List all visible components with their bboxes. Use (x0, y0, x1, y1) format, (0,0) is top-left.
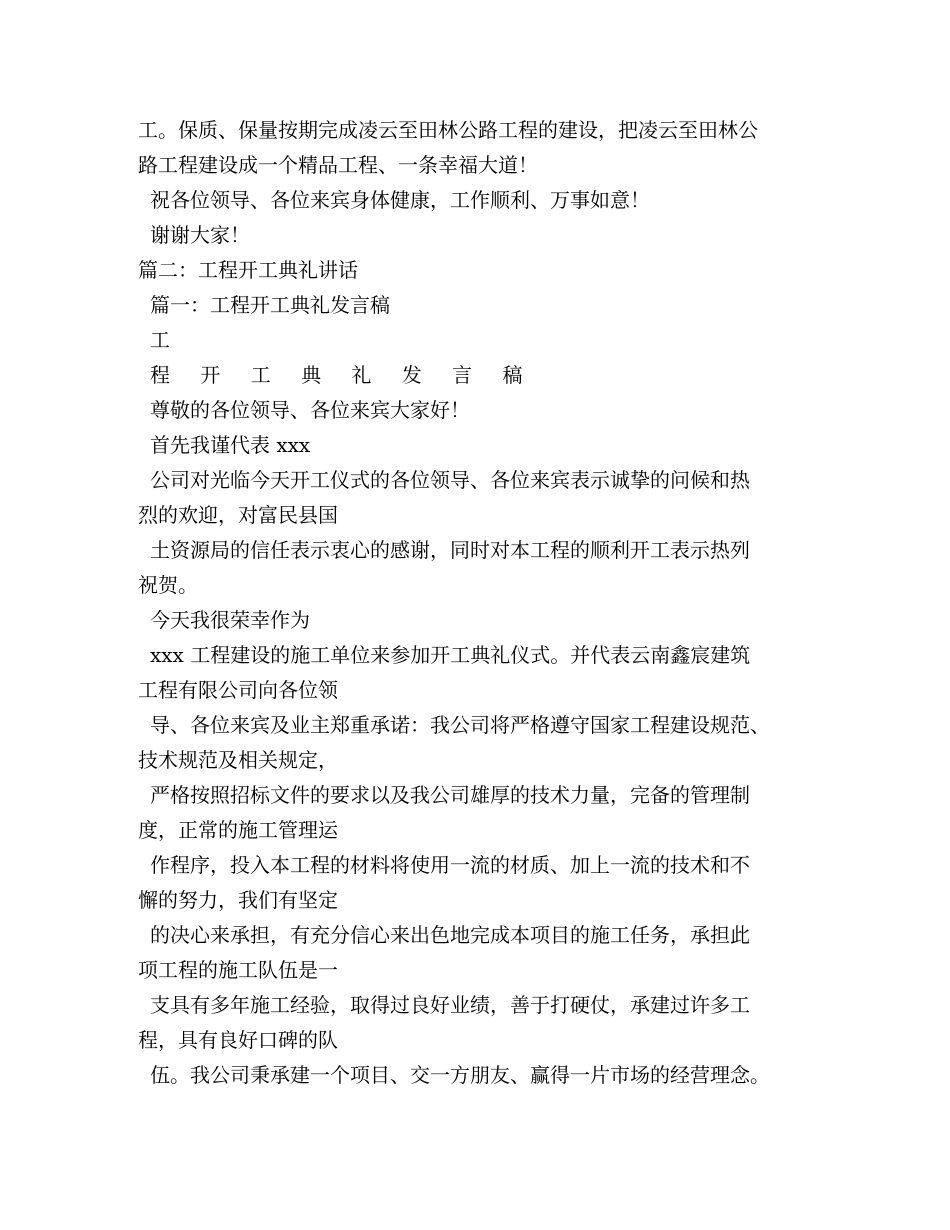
text-line: 谢谢大家！ (150, 223, 250, 247)
text-line: 伍。我公司秉承建一个项目、交一方朋友、赢得一片市场的经营理念。 (150, 1063, 770, 1087)
text-line: 烈的欢迎，对富民县国 (138, 503, 338, 527)
text-line: 工。保质、保量按期完成凌云至田林公路工程的建设，把凌云至田林公 (138, 118, 758, 142)
section-heading: 篇二：工程开工典礼讲话 (138, 258, 358, 282)
text-line: 支具有多年施工经验，取得过良好业绩，善于打硬仗，承建过许多工 (150, 993, 750, 1017)
text-line: 度，正常的施工管理运 (138, 818, 338, 842)
text-line: 公司对光临今天开工仪式的各位领导、各位来宾表示诚挚的问候和热 (150, 468, 750, 492)
text-line: 尊敬的各位领导、各位来宾大家好！ (150, 398, 470, 422)
title-fragment: 工 (150, 328, 170, 352)
text-line: 祝各位领导、各位来宾身体健康，工作顺利、万事如意！ (150, 188, 650, 212)
text-line: 首先我谨代表 xxx (150, 433, 311, 457)
text-line: 程，具有良好口碑的队 (138, 1028, 338, 1052)
subsection-heading: 篇一：工程开工典礼发言稿 (150, 293, 390, 317)
text-line: xxx 工程建设的施工单位来参加开工典礼仪式。并代表云南鑫宸建筑 (150, 643, 751, 667)
text-line: 严格按照招标文件的要求以及我公司雄厚的技术力量，完备的管理制 (150, 783, 750, 807)
text-line: 技术规范及相关规定， (138, 748, 338, 772)
text-line: 作程序，投入本工程的材料将使用一流的材质、加上一流的技术和不 (150, 853, 750, 877)
title-fragment: 程 开 工 典 礼 发 言 稿 (150, 363, 535, 387)
text-line: 工程有限公司向各位领 (138, 678, 338, 702)
text-line: 项工程的施工队伍是一 (138, 958, 338, 982)
text-line: 路工程建设成一个精品工程、一条幸福大道！ (138, 153, 538, 177)
text-line: 的决心来承担，有充分信心来出色地完成本项目的施工任务，承担此 (150, 923, 750, 947)
text-line: 导、各位来宾及业主郑重承诺：我公司将严格遵守国家工程建设规范、 (150, 713, 770, 737)
text-line: 土资源局的信任表示衷心的感谢，同时对本工程的顺利开工表示热列 (150, 538, 750, 562)
document-body (138, 113, 828, 1093)
text-line: 今天我很荣幸作为 (150, 608, 310, 632)
text-line: 祝贺。 (138, 573, 198, 597)
text-line: 懈的努力，我们有坚定 (138, 888, 338, 912)
